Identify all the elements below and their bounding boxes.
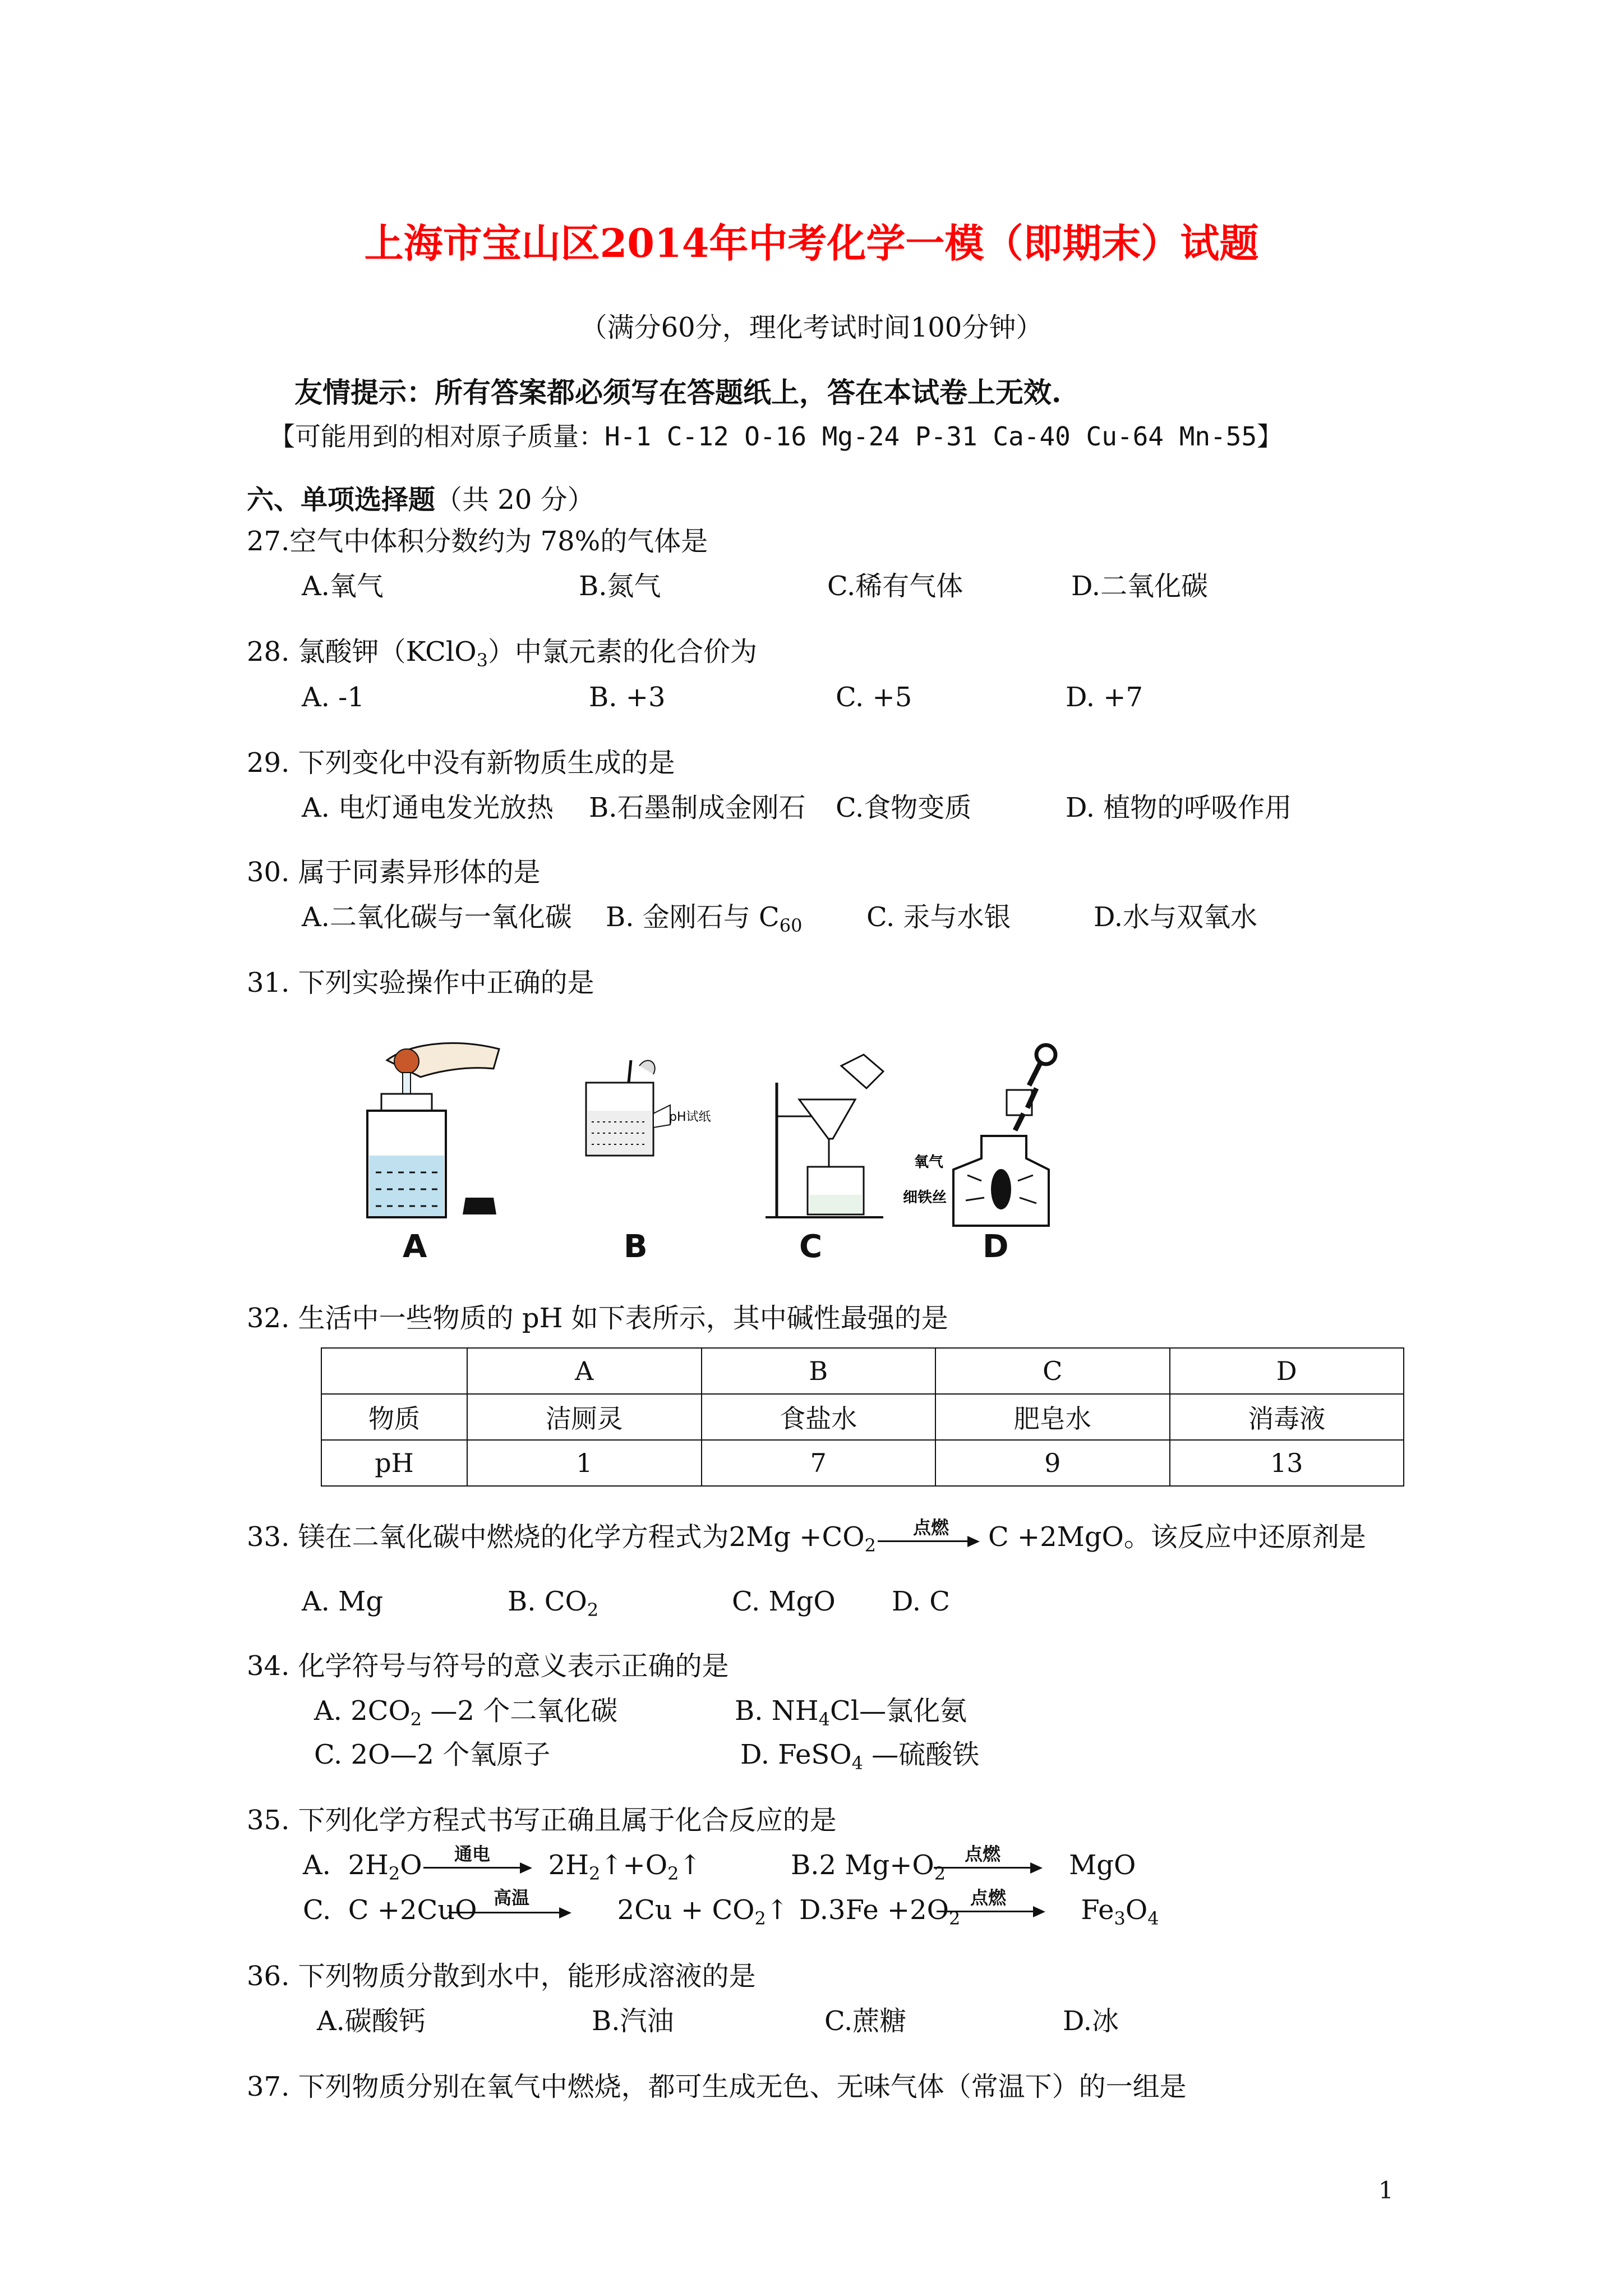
q30-option-b bbox=[606, 900, 803, 942]
oxygen-label: 氧气 bbox=[914, 1154, 944, 1171]
q29-stem: 29. 下列变化中没有新物质生成的是 bbox=[247, 747, 675, 779]
q33-stem bbox=[247, 1520, 1366, 1562]
q34-option-d-pre: D. FeSO bbox=[740, 1739, 852, 1770]
q33-condition: 点燃 bbox=[913, 1517, 949, 1538]
q30-option-c: C. 汞与水银 bbox=[866, 901, 1011, 933]
q31-figure-a bbox=[353, 1027, 522, 1240]
q35-b-condition: 点燃 bbox=[965, 1843, 1001, 1865]
table-cell: 9 bbox=[935, 1440, 1170, 1486]
q34-option-a bbox=[314, 1694, 617, 1736]
q34-option-d bbox=[740, 1738, 979, 1780]
q35-option-b: B.2 $Mg+O_2$ MgO bbox=[791, 1849, 1136, 1884]
q35-c-arrow bbox=[449, 1912, 569, 1913]
q35-option-a: A. $2H_2O$ $2H_2↑+O_2↑$ bbox=[303, 1849, 702, 1884]
exam-info: （满分60分，理化考试时间100分钟） bbox=[580, 312, 1043, 343]
q29-option-c: C.食物变质 bbox=[836, 792, 972, 823]
q28-option-b: B. +3 bbox=[589, 682, 666, 713]
table-cell: 消毒液 bbox=[1170, 1394, 1404, 1440]
q30-option-b-sub: 60 bbox=[779, 915, 803, 936]
q30-option-d: D.水与双氧水 bbox=[1094, 901, 1258, 933]
q28-option-c: C. +5 bbox=[836, 682, 912, 713]
q36-option-d: D.冰 bbox=[1063, 2005, 1119, 2037]
table-cell: 7 bbox=[702, 1440, 936, 1486]
q33-option-a: A. Mg bbox=[302, 1586, 384, 1617]
q33-stem-post: C +2MgO。该反应中还原剂是 bbox=[988, 1521, 1366, 1553]
q34-option-b-sub: 4 bbox=[818, 1709, 831, 1730]
q31-figure-a-label: A bbox=[403, 1228, 427, 1265]
q33-stem-pre: 33. 镁在二氧化碳中燃烧的化学方程式为2Mg +CO bbox=[247, 1521, 865, 1553]
q33-option-d: D. C bbox=[892, 1586, 951, 1617]
q31-figure-d-label: D bbox=[983, 1228, 1009, 1265]
q28-stem-sub: 3 bbox=[476, 650, 488, 671]
q36-option-c: C.蔗糖 bbox=[824, 2005, 907, 2037]
q35-option-c: C. C +2CuO $2Cu + CO_2↑$ bbox=[303, 1894, 789, 1929]
q33-stem-sub: 2 bbox=[864, 1535, 876, 1556]
q30-option-a: A.二氧化碳与一氧化碳 bbox=[302, 901, 572, 933]
atomic-mass-note: 【可能用到的相对原子质量：H-1 C-12 O-16 Mg-24 P-31 Ca-40 Cu-64 Mn-55】 bbox=[269, 421, 1283, 452]
friendly-tip: 友情提示：所有答案都必须写在答题纸上，答在本试卷上无效. bbox=[294, 376, 1062, 409]
q27-stem: 27.空气中体积分数约为 78%的气体是 bbox=[247, 526, 708, 557]
q28-option-d: D. +7 bbox=[1066, 682, 1144, 713]
q37-stem: 37. 下列物质分别在氧气中燃烧，都可生成无色、无味气体（常温下）的一组是 bbox=[247, 2071, 1187, 2102]
q36-option-b: B.汽油 bbox=[592, 2005, 674, 2037]
q31-figure-b-label: B bbox=[624, 1228, 648, 1265]
page-number: 1 bbox=[1378, 2177, 1394, 2204]
table-cell: 洁厕灵 bbox=[467, 1394, 702, 1440]
q29-option-d: D. 植物的呼吸作用 bbox=[1066, 792, 1292, 823]
q34-option-b-pre: B. NH bbox=[735, 1695, 819, 1727]
q27-option-a: A.氧气 bbox=[302, 570, 384, 602]
q29-option-b: B.石墨制成金刚石 bbox=[589, 792, 806, 823]
q31-figure-b bbox=[569, 1049, 721, 1228]
q30-stem: 30. 属于同素异形体的是 bbox=[247, 857, 541, 888]
table-row bbox=[321, 1394, 1404, 1440]
q28-stem-post: ）中氯元素的化合价为 bbox=[487, 636, 757, 668]
q33-reaction-arrow bbox=[878, 1540, 978, 1542]
table-cell: 1 bbox=[467, 1440, 702, 1486]
q36-stem: 36. 下列物质分散到水中，能形成溶液的是 bbox=[247, 1961, 756, 1992]
iron-wire-label: 细铁丝 bbox=[903, 1189, 947, 1206]
table-header-row bbox=[321, 1348, 1404, 1394]
table-cell: pH bbox=[321, 1440, 467, 1486]
q27-option-c: C.稀有气体 bbox=[827, 570, 963, 602]
table-cell: 物质 bbox=[321, 1394, 467, 1440]
q27-option-d: D.二氧化碳 bbox=[1071, 570, 1209, 602]
q28-stem bbox=[247, 635, 757, 677]
table-cell: 13 bbox=[1170, 1440, 1404, 1486]
q35-b-arrow bbox=[934, 1867, 1040, 1869]
q31-figure-c-label: C bbox=[799, 1228, 823, 1265]
q35-d-condition: 点燃 bbox=[970, 1887, 1007, 1908]
table-cell bbox=[321, 1348, 467, 1394]
table-cell: B bbox=[702, 1348, 936, 1394]
q33-option-b-pre: B. CO bbox=[508, 1586, 587, 1617]
q31-stem: 31. 下列实验操作中正确的是 bbox=[247, 967, 594, 999]
q34-option-a-sub: 2 bbox=[410, 1709, 422, 1730]
q35-a-arrow bbox=[423, 1867, 530, 1869]
q35-a-condition: 通电 bbox=[454, 1843, 491, 1865]
section-title: 六、单项选择题 bbox=[247, 484, 436, 516]
table-cell: A bbox=[467, 1348, 702, 1394]
table-row bbox=[321, 1440, 1404, 1486]
page-title: 上海市宝山区2014年中考化学一模（即期末）试题 bbox=[364, 220, 1259, 266]
q33-option-b-sub: 2 bbox=[587, 1599, 599, 1621]
q35-c-condition: 高温 bbox=[494, 1887, 530, 1908]
q30-option-b-pre: B. 金刚石与 C bbox=[606, 901, 780, 933]
q27-option-b: B.氮气 bbox=[579, 570, 661, 602]
q33-option-b bbox=[508, 1585, 598, 1627]
q36-option-a: A.碳酸钙 bbox=[317, 2005, 426, 2037]
q34-option-a-post: —2 个二氧化碳 bbox=[422, 1695, 618, 1727]
q34-option-b bbox=[735, 1694, 967, 1736]
table-cell: C bbox=[935, 1348, 1170, 1394]
q34-option-d-post: —硫酸铁 bbox=[863, 1739, 980, 1770]
q34-stem: 34. 化学符号与符号的意义表示正确的是 bbox=[247, 1650, 729, 1682]
section-score: （共 20 分） bbox=[435, 484, 594, 516]
q34-option-a-pre: A. 2CO bbox=[314, 1695, 411, 1727]
ph-table bbox=[321, 1347, 1404, 1487]
q31-figure-d bbox=[903, 1041, 1077, 1231]
table-cell: D bbox=[1170, 1348, 1404, 1394]
table-cell: 肥皂水 bbox=[935, 1394, 1170, 1440]
ph-paper-label: pH试纸 bbox=[669, 1110, 711, 1124]
q31-figure-c bbox=[754, 1032, 895, 1228]
q28-stem-pre: 28. 氯酸钾（KClO bbox=[247, 636, 477, 668]
q35-option-d: $D.3Fe +2O_2$ $Fe_3O_4$ bbox=[799, 1894, 1159, 1929]
table-cell: 食盐水 bbox=[702, 1394, 936, 1440]
q32-stem: 32. 生活中一些物质的 pH 如下表所示，其中碱性最强的是 bbox=[247, 1303, 948, 1334]
q28-option-a: A. -1 bbox=[302, 682, 365, 713]
q29-option-a: A. 电灯通电发光放热 bbox=[302, 792, 554, 823]
q34-option-b-post: Cl—氯化氨 bbox=[830, 1695, 967, 1727]
section-heading bbox=[247, 478, 594, 517]
q35-stem: 35. 下列化学方程式书写正确且属于化合反应的是 bbox=[247, 1805, 837, 1836]
q34-option-d-sub: 4 bbox=[851, 1752, 863, 1774]
q35-d-arrow bbox=[937, 1911, 1043, 1912]
q33-option-c: C. MgO bbox=[732, 1586, 836, 1617]
q34-option-c: C. 2O—2 个氧原子 bbox=[314, 1739, 551, 1770]
